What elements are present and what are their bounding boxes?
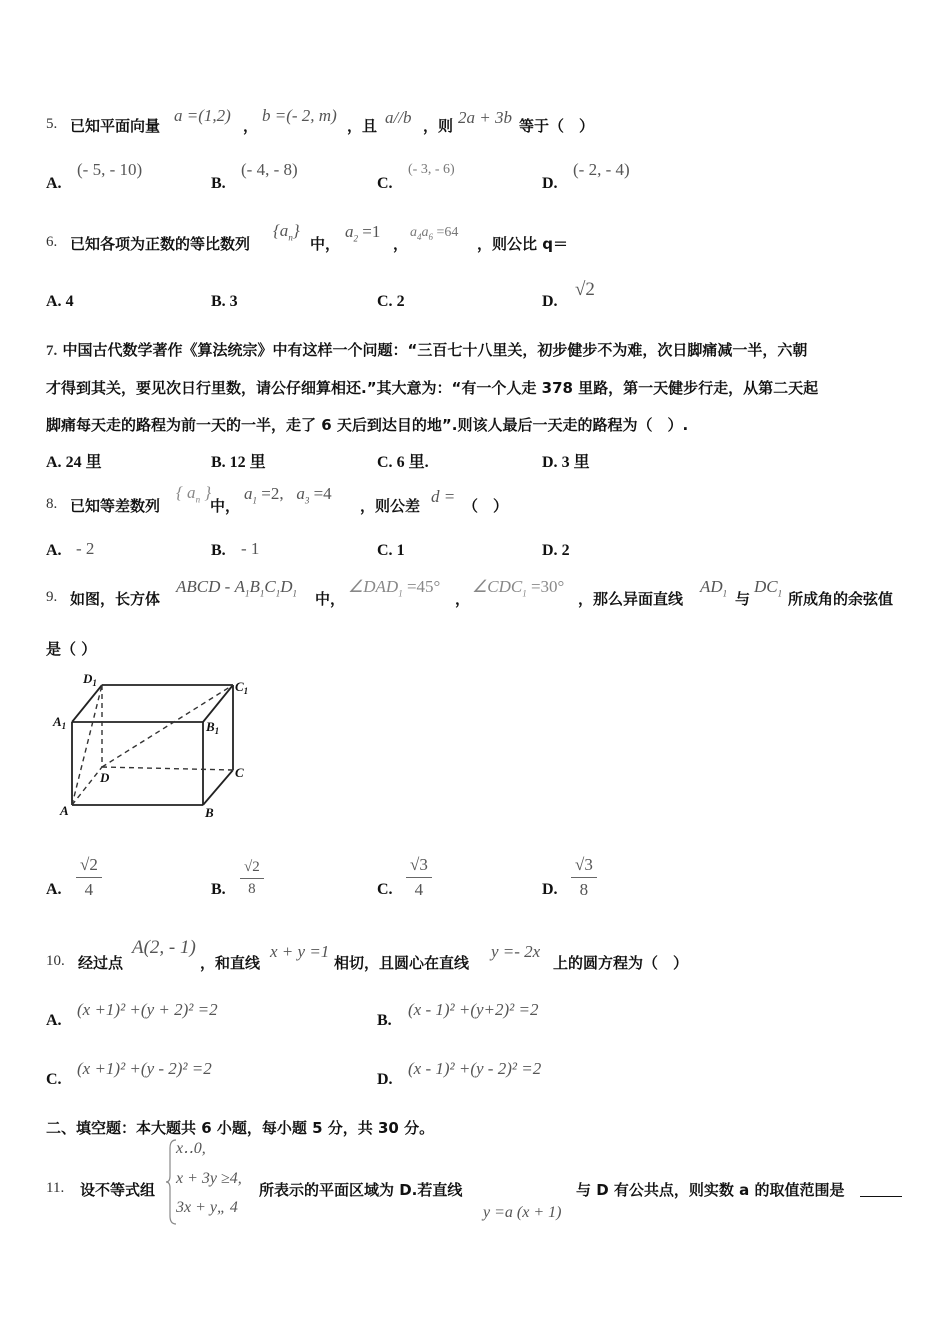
system-line-1: x‥0, bbox=[176, 1140, 206, 1157]
option-value-d: (- 2, - 4) bbox=[573, 160, 630, 179]
question-number: 9. bbox=[46, 589, 58, 605]
option-fraction-b: $\frac{√2}{8}$ bbox=[240, 859, 264, 898]
option-label-a: A. bbox=[46, 175, 62, 192]
stem-line-2: 是（ ） bbox=[46, 640, 97, 658]
option-label-c: C. bbox=[46, 1071, 62, 1088]
option-c: C. 1 bbox=[377, 542, 405, 559]
math-terms: $a_1 =2$, $a_3 =4$ bbox=[244, 484, 332, 506]
question-number: 10. bbox=[46, 953, 65, 969]
math-angle-dad1: $\angle DAD_1 =45^\circ$ bbox=[348, 577, 441, 599]
label-d1: $D_1$ bbox=[83, 671, 97, 688]
option-value-c: (- 3, - 6) bbox=[408, 162, 455, 177]
option-value-d: (x - 1)² +(y - 2)² =2 bbox=[408, 1059, 542, 1078]
math-cuboid: ABCD - $A_1B_1C_1D_1$ bbox=[176, 577, 297, 599]
option-value-b: (- 4, - 8) bbox=[241, 160, 298, 179]
stem-text: 等于（ ） bbox=[519, 117, 595, 135]
stem-text: 上的圆方程为（ ） bbox=[553, 954, 689, 972]
math-vector-a: a =(1,2) bbox=[174, 106, 231, 125]
stem-text: ，那么异面直线 bbox=[578, 590, 684, 608]
option-b: B. 12 里 bbox=[211, 454, 266, 471]
math-d: d = bbox=[431, 487, 456, 506]
option-value-a: (- 5, - 10) bbox=[77, 160, 143, 179]
stem-text: ，和直线 bbox=[200, 954, 261, 972]
option-value-a: - 2 bbox=[76, 539, 95, 558]
stem-text: ， bbox=[455, 590, 471, 608]
stem-text: 与 bbox=[735, 590, 751, 608]
option-value-d: √2 bbox=[575, 279, 595, 300]
option-fraction-c: $\frac{√3}{4}$ bbox=[406, 855, 432, 900]
option-d: D. 3 里 bbox=[542, 454, 590, 471]
label-a1: $A_1$ bbox=[53, 714, 67, 731]
option-a: A. 24 里 bbox=[46, 454, 102, 471]
question-number: 11. bbox=[46, 1180, 65, 1196]
stem-text: 经过点 bbox=[78, 954, 124, 972]
math-a4a6: $a_4a_6 =64$ bbox=[410, 225, 459, 242]
option-label-d: D. bbox=[542, 293, 558, 310]
option-fraction-a: $\frac{√2}{4}$ bbox=[76, 855, 102, 900]
math-angle-cdc1: $\angle CDC_1 =30^\circ$ bbox=[472, 577, 565, 599]
option-label-b: B. bbox=[211, 175, 226, 192]
stem-text: ，则公差 bbox=[360, 497, 421, 515]
option-value-b: - 1 bbox=[241, 539, 260, 558]
option-label-a: A. bbox=[46, 1012, 62, 1029]
stem-text: ，则公比 q＝ bbox=[477, 235, 568, 253]
system-line-2: x + 3y ≥4, bbox=[176, 1170, 242, 1187]
math-sequence: $\{a_n\}$ bbox=[273, 221, 300, 243]
option-label-b: B. bbox=[211, 881, 226, 898]
option-label-b: B. bbox=[377, 1012, 392, 1029]
stem-text: 所表示的平面区域为 D.若直线 bbox=[259, 1181, 463, 1199]
stem-text: 已知平面向量 bbox=[70, 117, 161, 135]
stem-text: ， bbox=[243, 117, 259, 135]
math-a2: $a_2 =1$ bbox=[345, 222, 381, 244]
stem-text: 已知等差数列 bbox=[70, 497, 161, 515]
stem-text: 与 D 有公共点，则实数 a 的取值范围是 bbox=[576, 1181, 845, 1199]
question-number: 6. bbox=[46, 234, 58, 250]
option-label-c: C. bbox=[377, 881, 393, 898]
math-ad1: $AD_1$ bbox=[700, 577, 728, 599]
system-line-3: 3x + y„ 4 bbox=[176, 1199, 238, 1216]
math-line-eq: y =a (x + 1) bbox=[483, 1204, 562, 1221]
question-number: 8. bbox=[46, 496, 58, 512]
stem-line-3: 脚痛每天走的路程为前一天的一半，走了 6 天后到达目的地”.则该人最后一天走的路程为（ ）. bbox=[46, 416, 689, 434]
option-c: C. 6 里. bbox=[377, 454, 429, 471]
answer-blank[interactable] bbox=[860, 1182, 902, 1201]
option-label-d: D. bbox=[542, 175, 558, 192]
stem-text: 相切，且圆心在直线 bbox=[334, 954, 470, 972]
math-dc1: $DC_1$ bbox=[754, 577, 783, 599]
math-expression: 2a + 3b bbox=[458, 108, 512, 127]
stem-text: 中， bbox=[310, 235, 341, 253]
stem-text: 如图，长方体 bbox=[70, 590, 161, 608]
label-c: C bbox=[235, 765, 244, 780]
stem-text: ，则 bbox=[423, 117, 454, 135]
option-label-c: C. bbox=[377, 175, 393, 192]
stem-text: 所成角的余弦值 bbox=[788, 590, 894, 608]
stem-text: 设不等式组 bbox=[80, 1181, 156, 1199]
option-value-b: (x - 1)² +(y+2)² =2 bbox=[408, 1000, 539, 1019]
option-value-c: (x +1)² +(y - 2)² =2 bbox=[77, 1059, 212, 1078]
stem-text: ，且 bbox=[347, 117, 378, 135]
option-d: D. 2 bbox=[542, 542, 570, 559]
math-vector-b: b =(- 2, m) bbox=[262, 106, 337, 125]
math-point-a: A(2, - 1) bbox=[132, 937, 196, 958]
math-tangent-line: x + y =1 bbox=[270, 942, 330, 961]
option-label-d: D. bbox=[542, 881, 558, 898]
label-b: B bbox=[205, 805, 214, 820]
stem-text: ， bbox=[393, 235, 409, 253]
stem-text: （ ） bbox=[463, 497, 509, 515]
math-parallel: a//b bbox=[385, 108, 412, 127]
option-fraction-d: $\frac{√3}{8}$ bbox=[571, 855, 597, 900]
stem-text: 已知各项为正数的等比数列 bbox=[70, 235, 251, 253]
label-d: D bbox=[100, 770, 110, 785]
option-label-d: D. bbox=[377, 1071, 393, 1088]
math-center-line: y =- 2x bbox=[491, 942, 541, 961]
label-b1: $B_1$ bbox=[206, 719, 220, 736]
option-b: B. 3 bbox=[211, 293, 238, 310]
math-sequence: { $a_n$ } bbox=[176, 483, 212, 505]
option-label-b: B. bbox=[211, 542, 226, 559]
stem-text: 中， bbox=[315, 590, 346, 608]
option-a: A. 4 bbox=[46, 293, 74, 310]
stem-line-2: 才得到其关，要见次日行里数，请公仔细算相还.”其大意为：“有一个人走 378 里路，第一天健步行走，从第二天起 bbox=[46, 379, 819, 397]
cuboid-figure bbox=[40, 665, 270, 825]
question-number: 5. bbox=[46, 116, 58, 132]
section-heading: 二、填空题：本大题共 6 小题，每小题 5 分，共 30 分。 bbox=[46, 1119, 435, 1137]
option-label-a: A. bbox=[46, 881, 62, 898]
label-c1: $C_1$ bbox=[235, 679, 249, 696]
option-label-a: A. bbox=[46, 542, 62, 559]
label-a: A bbox=[60, 803, 69, 818]
stem-text: 中， bbox=[210, 497, 241, 515]
option-c: C. 2 bbox=[377, 293, 405, 310]
option-value-a: (x +1)² +(y + 2)² =2 bbox=[77, 1000, 218, 1019]
stem-line-1: 7. 中国古代数学著作《算法统宗》中有这样一个问题：“三百七十八里关，初步健步不为难，次日脚痛减一半，六朝 bbox=[46, 341, 808, 359]
